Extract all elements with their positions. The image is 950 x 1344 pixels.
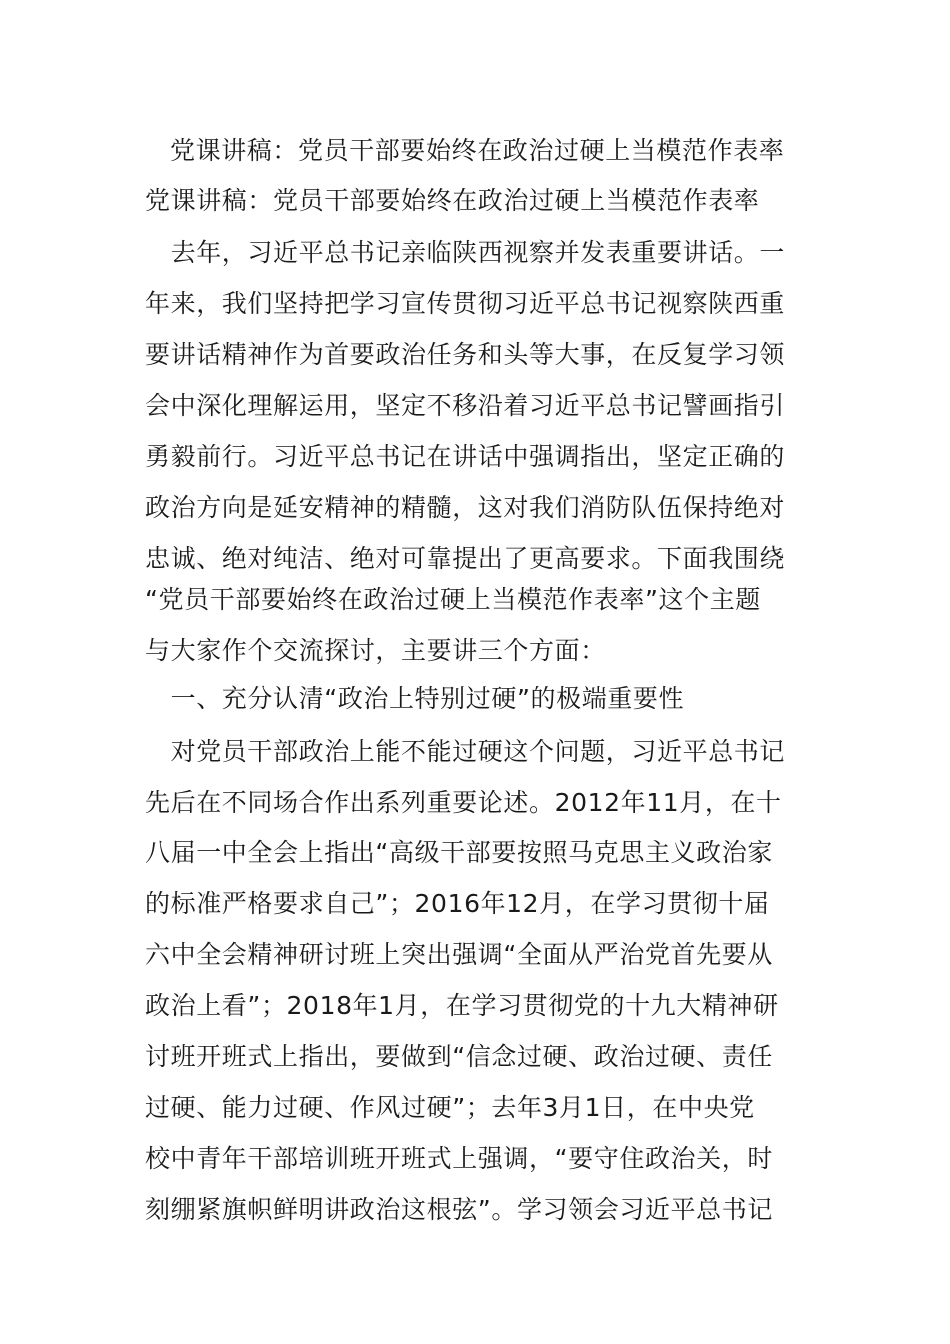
body-line: 刻绷紧旗帜鲜明讲政治这根弦”。学习领会习近平总书记 — [145, 1195, 773, 1224]
body-line: 去年，习近平总书记亲临陕西视察并发表重要讲话。一 — [145, 238, 786, 267]
body-line: 政治上看”；2018年1月，在学习贯彻党的十九大精神研 — [145, 991, 779, 1020]
body-line: 年来，我们坚持把学习宣传贯彻习近平总书记视察陕西重 — [145, 289, 786, 318]
section-heading: 一、充分认清“政治上特别过硬”的极端重要性 — [145, 684, 685, 713]
body-line: 勇毅前行。习近平总书记在讲话中强调指出，坚定正确的 — [145, 442, 786, 471]
body-line: 对党员干部政治上能不能过硬这个问题，习近平总书记 — [145, 737, 786, 766]
document-title-repeat: 党课讲稿：党员干部要始终在政治过硬上当模范作表率 — [170, 136, 785, 165]
body-line: 八届一中全会上指出“高级干部要按照马克思主义政治家 — [145, 838, 773, 867]
document-title: 党课讲稿：党员干部要始终在政治过硬上当模范作表率 — [145, 186, 760, 215]
body-line: 校中青年干部培训班开班式上强调，“要守住政治关，时 — [145, 1144, 773, 1173]
body-line: 先后在不同场合作出系列重要论述。2012年11月，在十 — [145, 788, 782, 817]
body-line: 的标准严格要求自己”；2016年12月，在学习贯彻十届 — [145, 889, 770, 918]
body-line: 与大家作个交流探讨，主要讲三个方面： — [145, 636, 606, 665]
body-line: 政治方向是延安精神的精髓，这对我们消防队伍保持绝对 — [145, 493, 786, 522]
body-line: 六中全会精神研讨班上突出强调“全面从严治党首先要从 — [145, 940, 773, 969]
body-line: 要讲话精神作为首要政治任务和头等大事，在反复学习领 — [145, 340, 786, 369]
body-line: “党员干部要始终在政治过硬上当模范作表率”这个主题 — [145, 585, 761, 614]
body-line: 讨班开班式上指出，要做到“信念过硬、政治过硬、责任 — [145, 1042, 773, 1071]
body-line: 过硬、能力过硬、作风过硬”；去年3月1日，在中央党 — [145, 1093, 755, 1122]
body-line: 忠诚、绝对纯洁、绝对可靠提出了更高要求。下面我围绕 — [145, 544, 786, 573]
body-line: 会中深化理解运用，坚定不移沿着习近平总书记譬画指引 — [145, 391, 786, 420]
